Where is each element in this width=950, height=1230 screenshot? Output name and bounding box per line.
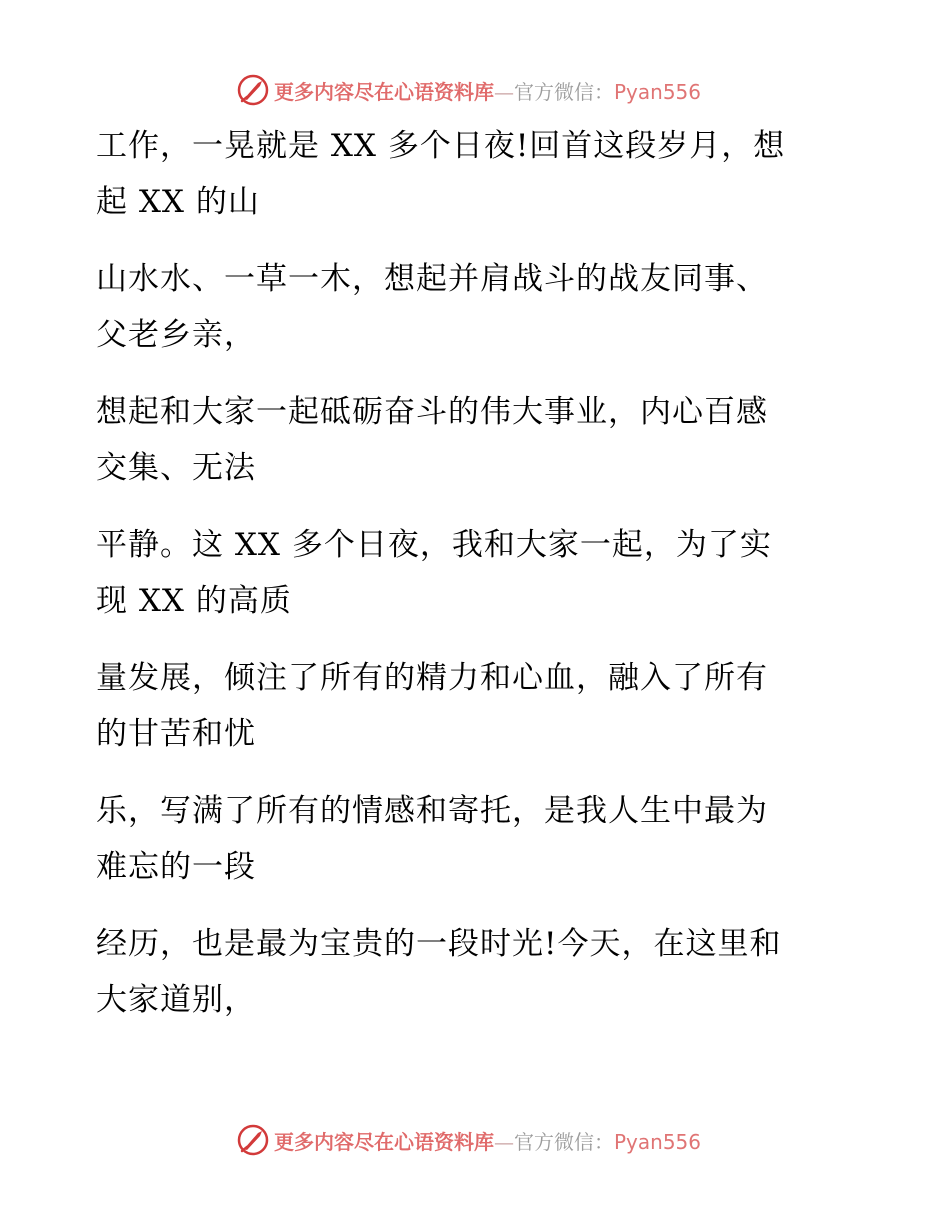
text-line: 父老乡亲， bbox=[96, 317, 256, 353]
watermark-dash: — bbox=[494, 79, 514, 104]
watermark-wechat-label: 官方微信： bbox=[514, 1129, 614, 1154]
text-line: 的甘苦和忧 bbox=[96, 716, 256, 752]
text-line: 山水水、一草一木，想起并肩战斗的战友同事、 bbox=[96, 261, 768, 297]
watermark-text bbox=[274, 76, 701, 105]
watermark-handle: Pyan556 bbox=[614, 1129, 702, 1154]
text-line: 起 XX 的山 bbox=[96, 184, 260, 220]
watermark-handle: Pyan556 bbox=[614, 79, 702, 104]
paragraph bbox=[96, 118, 856, 230]
text-line: 平静。这 XX 多个日夜，我和大家一起，为了实 bbox=[96, 527, 772, 563]
quill-logo-icon bbox=[236, 73, 270, 107]
text-line: 想起和大家一起砥砺奋斗的伟大事业，内心百感 bbox=[96, 394, 768, 430]
text-line: 交集、无法 bbox=[96, 450, 256, 486]
text-line: 现 XX 的高质 bbox=[96, 583, 292, 619]
paragraph bbox=[96, 783, 856, 895]
footer-watermark bbox=[236, 1122, 701, 1158]
document-body bbox=[96, 118, 856, 1028]
header-watermark bbox=[236, 72, 701, 108]
paragraph bbox=[96, 916, 856, 1028]
text-line: 大家道别， bbox=[96, 982, 256, 1018]
paragraph bbox=[96, 517, 856, 629]
quill-logo-icon bbox=[236, 1123, 270, 1157]
watermark-dash: — bbox=[494, 1129, 514, 1154]
text-line: 乐，写满了所有的情感和寄托，是我人生中最为 bbox=[96, 793, 768, 829]
paragraph bbox=[96, 650, 856, 762]
watermark-wechat-label: 官方微信： bbox=[514, 79, 614, 104]
paragraph bbox=[96, 251, 856, 363]
text-line: 量发展，倾注了所有的精力和心血，融入了所有 bbox=[96, 660, 768, 696]
watermark-lead: 更多内容尽在心语资料库 bbox=[274, 1129, 494, 1154]
paragraph bbox=[96, 384, 856, 496]
text-line: 工作，一晃就是 XX 多个日夜!回首这段岁月，想 bbox=[96, 128, 786, 164]
text-line: 经历，也是最为宝贵的一段时光!今天，在这里和 bbox=[96, 926, 782, 962]
watermark-lead: 更多内容尽在心语资料库 bbox=[274, 79, 494, 104]
watermark-text bbox=[274, 1126, 701, 1155]
text-line: 难忘的一段 bbox=[96, 849, 256, 885]
